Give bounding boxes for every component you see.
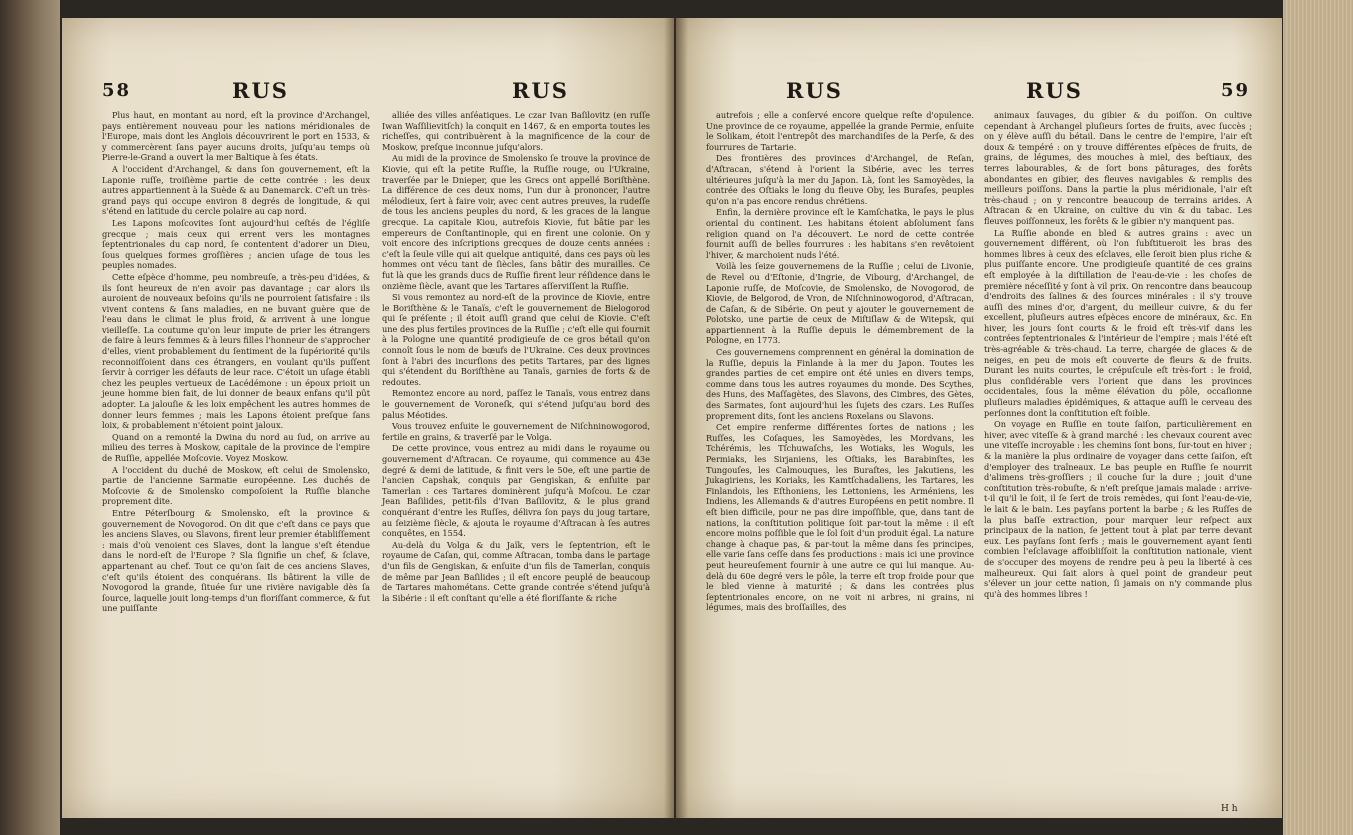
- paragraph: Si vous remontez au nord-eſt de la province de Kiovie, entre le Boriſthène & le Tanaïs, c'eſt le gouvernement de Bielogorod qui ſe préſente ; il étoit auſſi grand que celui de Kiovie. C'eſt une des plus fertiles provinces de la Ruſſie ; c'eſt elle qui fournit à la Pologne une quantité prodigieuſe de ce gros bétail qu'on connoît ſous le nom de bœufs de l'Ukraine. Ces deux provinces ſont à l'abri des incurſions des petits Tartares, par des lignes qui s'étendent du Boriſthène au Tanaïs, garnies de forts & de redoutes.: [382, 292, 650, 387]
- left-page-header: [62, 78, 674, 108]
- page-block-edge-right: [1283, 0, 1353, 835]
- running-head-left: RUS: [786, 78, 843, 103]
- paragraph: Plus haut, en montant au nord, eſt la province d'Archangel, pays entièrement nouveau pour les nations méridionales de l'Europe, mais dont les Anglois découvrirent le port en 1533, & y commercèrent ſans payer aucuns droits, juſqu'au temps où Pierre-le-Grand a ouvert la mer Baltique à ſes états.: [102, 110, 370, 163]
- paragraph: autrefois ; elle a conſervé encore quelque reſte d'opulence. Une province de ce royaume, appellée la grande Permie, enſuite le Solikam, étoit l'entrepôt des marchandiſes de la Perſe, & des fourrures de Tartarie.: [706, 110, 974, 152]
- paragraph: A l'occident du duché de Moskow, eſt celui de Smolensko, partie de l'ancienne Sarmatie européenne. Les duchés de Moſcovie & de Smolensko compoſoient la Ruſſie blanche proprement dite.: [102, 464, 370, 507]
- paragraph: alliée des villes anſéatiques. Le czar Ivan Baſilovitz (en ruſſe Iwan Waſſilievitſch) la conquit en 1467, & en emporta toutes les richeſſes, qui contribuèrent à la magnificence de la cour de Moskow, preſque inconnue juſqu'alors.: [382, 110, 650, 152]
- paragraph: Cet empire renferme différentes ſortes de nations ; les Ruſſes, les Coſaques, les Samoyèdes, les Mordvans, les Tchérémis, les Tſchuwaſchs, les Wotiaks, les Woguls, les Permiaks, les Sirjaniens, les Oſtiaks, les Barabinſtes, les Tungouſes, les Calmouques, les Buraſtes, les Jakutiens, les Jukagiriens, les Koriaks, les Kamtſchadaliens, les Tartares, les Finlandois, les Eſthoniens, les Lettoniens, les Arméniens, les Indiens, les Allemands & d'autres Européens en petit nombre. Il eſt bien difficile, pour ne pas dire impoſſible, que, dans tant de nations, la conſtitution politique ſoit par-tout la même : il eſt encore moins poſſible que le ſol ſoit d'un produit égal. La nature change à chaque pas, & par-tout la même dans ſes principes, elle varie ſans ceſſe dans ſes productions : mais ici une province peut heureuſement fournir à une autre ce qui lui manque. Au-delà du 60e degré vers le pôle, la terre eſt trop froide pour que le bled vienne à maturité ; & dans les contrées plus ſeptentrionales encore, on ne voit ni arbres, ni grains, ni légumes, mais des broſſailles, des: [706, 422, 974, 613]
- paragraph: A l'occident d'Archangel, & dans ſon gouvernement, eſt la Laponie ruſſe, troiſième partie de cette contrée : les deux autres appartiennent à la Suède & au Danemarck. C'eſt un très-grand pays qui occupe environ 8 degrés de longitude, & qui s'étend en latitude du cercle polaire au cap nord.: [102, 163, 370, 217]
- paragraph: Des frontières des provinces d'Archangel, de Reſan, d'Aſtracan, s'étend à l'orient la Sibérie, avec les terres ultérieures juſqu'à la mer du Japon. Là, ſont les Samoyèdes, la contrée des Oſtiaks le long du fleuve Oby, les Buraſes, peuples qu'on n'a pas encore rendus chrétiens.: [706, 153, 974, 206]
- paragraph: Ces gouvernemens comprennent en général la domination de la Ruſſie, depuis la Finlande à la mer du Japon. Toutes les grandes parties de cet empire ont été unies en divers temps, comme dans tous les autres royaumes du monde. Des Scythes, des Huns, des Maſſagètes, des Slavons, des Cimbres, des Gètes, des Sarmates, ſont aujourd'hui les ſujets des czars. Les Ruſſes proprement dits, ſont les anciens Roxelans ou Slavons.: [706, 347, 974, 421]
- right-page-column-1: [706, 110, 974, 614]
- right-page-header: [676, 78, 1282, 108]
- paragraph: Les Lapons moſcovites ſont aujourd'hui ceſtés de l'égliſe grecque ; mais ceux qui errent vers les montagnes ſeptentrionales du cap nord, ſe contentent d'adorer un Dieu, ſous quelques formes groſſières ; ancien uſage de tous les peuples nomades.: [102, 217, 370, 271]
- paragraph: De cette province, vous entrez au midi dans le royaume ou gouvernement d'Aſtracan. Ce royaume, qui commence au 43e degré & demi de latitude, & finit vers le 50e, eſt une partie de l'ancien Capshak, conquis par Gengiskan, & enſuite par Tamerlan : ces Tartares dominèrent juſqu'à Moſcou. Le czar Jean Baſilides, petit-fils d'Ivan Baſilovitz, & le plus grand conquérant d'entre les Ruſſes, délivra ſon pays du joug tartare, au ſeizième ſiècle, & ajouta le royaume d'Aſtracan à ſes autres conquêtes, en 1554.: [382, 443, 650, 539]
- paragraph: Cette eſpèce d'homme, peu nombreuſe, a très-peu d'idées, & ils ſont heureux de n'en avoir pas davantage ; car alors ils auroient de nouveaux beſoins qu'ils ne pourroient ſatisfaire : ils vivent contens & ſans maladies, en ne buvant guère que de l'eau dans le climat le plus froid, & arrivent à une longue vieilleſſe. La coutume qu'on leur impute de prier les étrangers de faire à leurs femmes & à leurs filles l'honneur de s'approcher d'elles, vient probablement du ſentiment de la ſupériorité qu'ils reconnoiſſoient dans ces étrangers, en voulant qu'ils puſſent ſervir à corriger les défauts de leur race. C'étoit un uſage établi chez les peuples vertueux de Lacédémone : un époux prioit un jeune homme bien fait, de lui donner de beaux enfans qu'il pût adopter. La jalouſie & les loix empêchent les autres hommes de donner leurs femmes ; mais les Lapons étoient preſque ſans loix, & probablement n'étoient point jaloux.: [102, 271, 370, 431]
- paragraph: Enfin, la dernière province eſt le Kamſchatka, le pays le plus oriental du continent. Les habitans étoient abſolument ſans religion quand on l'a découvert. Le nord de cette contrée fournit auſſi de belles fourrures : les habitans s'en revêtoient l'hiver, & marchoient nuds l'été.: [706, 207, 974, 260]
- running-head-right: RUS: [1026, 78, 1083, 103]
- running-head-left: RUS: [232, 78, 289, 103]
- paragraph: On voyage en Ruſſie en toute ſaiſon, particulièrement en hiver, avec viteſſe & à grand marché : les chevaux courent avec une viteſſe incroyable : les chemins ſont bons, ſur-tout en hiver ; & la manière la plus ordinaire de voyager dans cette ſaiſon, eſt d'employer des traîneaux. Le bas peuple en Ruſſie ſe nourrit d'alimens très-groſſiers ; il couche ſur la dure ; jouit d'une conſtitution très-robuſte, & n'eſt preſque jamais malade : arrive-t-il qu'il le ſoit, il ſe ſert de trois remèdes, qui ſont l'eau-de-vie, le lait & le bain. Les payſans portent la barbe ; & les Ruſſes de la plus baſſe extraction, pour marquer leur reſpect aux principaux de la nation, ſe jettent tout à plat par terre devant eux. Les payſans ſont ſerfs ; mais le gouvernement ayant ſenti combien l'eſclavage affoibliſſoit la conſtitution nationale, vient de s'occuper des moyens de rendre peu à peu la liberté à ces malheureux. Qui ſait alors à quel point de grandeur peut s'élever un jour cette nation, ſi jamais on n'y commande plus qu'à des hommes libres !: [984, 419, 1252, 599]
- page-number: 59: [1221, 80, 1251, 101]
- paragraph: Quand on a remonté la Dwina du nord au ſud, on arrive au milieu des terres à Moskow, capitale de la province de l'empire de Ruſſie, appellée Moſcovie. Voyez Moskow.: [102, 431, 370, 463]
- paragraph: La Ruſſie abonde en bled & autres grains : avec un gouvernement différent, où l'on ſubſtitueroit les bras des hommes libres à ceux des eſclaves, elle ſeroit bien plus riche & plus puiſſante encore. Une prodigieuſe quantité de ces grains eſt employée à la diſtillation de l'eau-de-vie : les choſes de première néceſſité y ſont à vil prix. On rencontre dans beaucoup d'endroits des ſalines & des ſources minérales : il s'y trouve auſſi des mines d'or, d'argent, du meilleur cuivre, & du fer excellent, pluſieurs autres eſpèces encore de minéraux, &c. En hiver, les jours ſont courts & le froid eſt très-vif dans les contrées ſeptentrionales & l'intérieur de l'empire ; mais l'été eſt très-agréable & très-chaud. La terre, chargée de glaces & de neiges, en peu de mois eſt couverte de fleurs & de fruits. Durant les nuits courtes, le crépuſcule eſt très-fort : le froid, plus conſidérable vers l'orient que dans les provinces occidentales, ſous la même élévation du pôle, occaſionne pluſieurs maladies épidémiques, & attaque auſſi le cerveau des perſonnes dont la conſtitution eſt foible.: [984, 227, 1252, 418]
- left-page-column-1: [102, 110, 370, 615]
- running-head-right: RUS: [512, 78, 569, 103]
- page-number: 58: [102, 80, 132, 101]
- left-page-column-2: [382, 110, 650, 604]
- right-page-column-2: [984, 110, 1252, 600]
- paragraph: Au-delà du Volga & du Jaïk, vers le ſeptentrion, eſt le royaume de Caſan, qui, comme Aſtracan, tomba dans le partage d'un fils de Gengiskan, & enſuite d'un fils de Tamerlan, conquis de même par Jean Baſilides ; il eſt encore peuplé de beaucoup de Tartares mahométans. Cette grande contrée s'étend juſqu'à la Sibérie : il eſt conſtant qu'elle a été floriſſante & riche: [382, 539, 650, 603]
- paragraph: Entre Péterſbourg & Smolensko, eſt la province & gouvernement de Novogorod. On dit que c'eſt dans ce pays que les anciens Slaves, ou Slavons, firent leur premier établiſſement : mais d'où venoient ces Slaves, dont la langue s'eſt étendue dans le nord-eſt de l'Europe ? Sla ſignifie un chef, & ſclave, appartenant au chef. Tout ce qu'on ſait de ces anciens Slaves, c'eſt qu'ils étoient des conquérans. Ils bâtirent la ville de Novogorod la grande, ſituée ſur une rivière navigable dès ſa ſource, laquelle jouit long-temps d'un floriſſant commerce, & fut une puiſſante: [102, 507, 370, 614]
- paragraph: animaux ſauvages, du gibier & du poiſſon. On cultive cependant à Archangel pluſieurs ſortes de fruits, avec ſuccès ; on y élève auſſi du bétail. Dans le centre de l'empire, l'air eſt doux & tempéré : on y trouve différentes eſpèces de fruits, de grains, de légumes, des mouches à miel, des beſtiaux, des terres labourables, & de ſort bons pâturages, des forêts abondantes en gibier, des fleuves navigables & remplis des meilleurs poiſſons. Dans la partie la plus méridionale, l'air eſt très-chaud ; on y rencontre beaucoup de terrains arides. A Aſtracan & en Ukraine, on cultive du vin & du tabac. Les fleuves poiſſonneux, les forêts & le gibier n'y manquent pas.: [984, 110, 1252, 226]
- right-page: [676, 18, 1282, 818]
- book-gutter: [664, 18, 688, 818]
- signature-mark: H h: [1221, 804, 1238, 814]
- paragraph: Au midi de la province de Smolensko ſe trouve la province de Kiovie, qui eſt la petite Ruſſie, la Ruſſie rouge, ou l'Ukraine, traverſée par le Dnieper, que les Grecs ont appellé Boriſthène. La différence de ces deux noms, l'un dur à prononcer, l'autre mélodieux, ſert à faire voir, avec cent autres preuves, la rudeſſe de tous les anciens peuples du nord, & les graces de la langue grecque. La capitale Kiou, autrefois Kiovie, fut bâtie par les empereurs de Conſtantinople, qui en firent une colonie. On y voit encore des inſcriptions grecques de douze cents années : c'eſt la ſeule ville qui ait quelque antiquité, dans ces pays où les hommes ont vécu tant de ſiècles, ſans bâtir des murailles. Ce fut là que les grands ducs de Ruſſie firent leur réſidence dans le onzième ſiècle, avant que les Tartares aſſerviſſent la Ruſſie.: [382, 153, 650, 291]
- paragraph: Remontez encore au nord, paſſez le Tanaïs, vous entrez dans le gouvernement de Voroneſk, qui s'étend juſqu'au bord des palus Méotides.: [382, 388, 650, 420]
- left-page: [62, 18, 674, 818]
- book-cover-edge-left: [0, 0, 60, 835]
- paragraph: Voilà les ſeize gouvernemens de la Ruſſie ; celui de Livonie, de Revel ou d'Eſtonie, d'Ingrie, de Vibourg, d'Archangel, de Laponie ruſſe, de Moſcovie, de Smolensko, de Novogorod, de Kiovie, de Belgorod, de Vron, de Niſchninowogorod, d'Aſtracan, de Caſan, & de Sibérie. On peut y ajouter le gouvernement de Polotsko, une partie de ceux de Miſtiſlaw & de Witepsk, qui appartiennent à la Ruſſie depuis le démembrement de la Pologne, en 1773.: [706, 261, 974, 346]
- paragraph: Vous trouvez enſuite le gouvernement de Niſchninowogorod, fertile en grains, & traverſé par le Volga.: [382, 421, 650, 442]
